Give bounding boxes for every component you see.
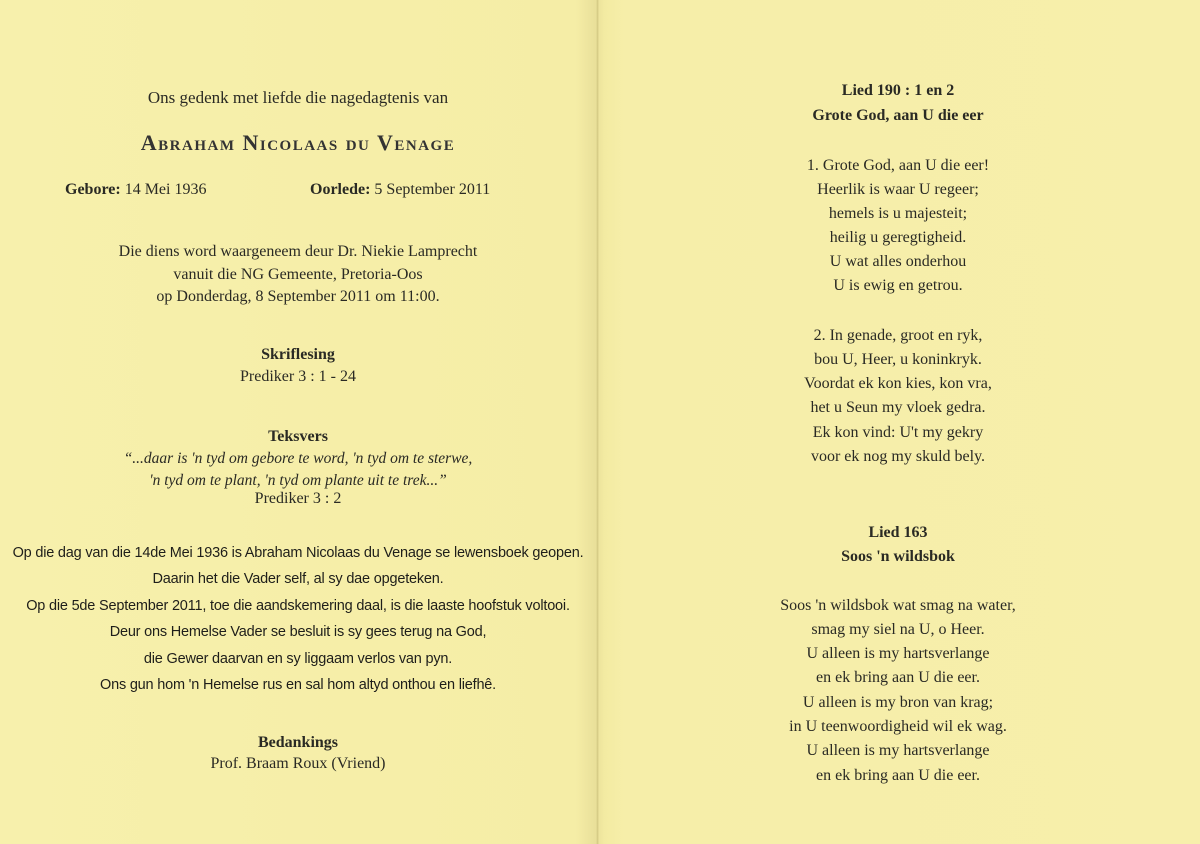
hymn1-verse1-line-4: heilig u geregtigheid. — [829, 229, 967, 246]
died-label: Oorlede: — [310, 181, 371, 198]
tribute-line-6: Ons gun hom 'n Hemelse rus en sal hom altyd onthou en liefhê. — [100, 677, 496, 693]
hymn1-verse1-line-2: Heerlik is waar U regeer; — [817, 181, 979, 198]
hymn2-line-7: U alleen is my hartsverlange — [806, 742, 990, 759]
hymn2-line-1: Soos 'n wildsbok wat smag na water, — [780, 597, 1016, 614]
right-page — [600, 0, 1200, 844]
hymn1-verse2-line-1: 2. In genade, groot en ryk, — [813, 327, 983, 344]
hymn1-verse1-line-6: U is ewig en getrou. — [833, 277, 963, 294]
hymn1-number: Lied 190 : 1 en 2 — [841, 82, 955, 99]
tribute-line-2: Daarin het die Vader self, al sy dae opgeteken. — [152, 571, 444, 587]
text-heading: Teksvers — [268, 428, 328, 445]
died-date — [310, 181, 490, 199]
intro-line: Ons gedenk met liefde die nagedagtenis van — [147, 88, 449, 107]
hymn2-line-5: U alleen is my bron van krag; — [802, 694, 994, 711]
hymn1-verse1-line-1: 1. Grote God, aan U die eer! — [806, 157, 990, 174]
scripture-ref: Prediker 3 : 1 - 24 — [240, 368, 356, 385]
hymn1-verse2-line-2: bou U, Heer, u koninkryk. — [814, 351, 982, 368]
tribute-line-1: Op die dag van die 14de Mei 1936 is Abraham Nicolaas du Venage se lewensboek geopen. — [12, 545, 584, 561]
hymn1-verse1-line-5: U wat alles onderhou — [829, 253, 967, 270]
hymn2-number: Lied 163 — [868, 524, 928, 541]
hymn1-title: Grote God, aan U die eer — [812, 107, 984, 124]
hymn2-line-8: en ek bring aan U die eer. — [816, 767, 980, 784]
left-page — [0, 0, 596, 844]
hymn2-line-6: in U teenwoordigheid wil ek wag. — [789, 718, 1007, 735]
scripture-heading: Skriflesing — [261, 346, 335, 363]
service-line-1: Die diens word waargeneem deur Dr. Niekie Lamprecht — [118, 243, 478, 260]
text-quote-line-1: “...daar is 'n tyd om gebore te word, 'n tyd om te sterwe, — [123, 450, 473, 467]
text-ref: Prediker 3 : 2 — [254, 490, 342, 507]
thanks-name: Prof. Braam Roux (Vriend) — [210, 755, 386, 772]
died-value: 5 September 2011 — [374, 181, 491, 198]
text-quote-line-2: 'n tyd om te plant, 'n tyd om plante uit te trek...” — [149, 472, 447, 489]
deceased-name: Abraham Nicolaas du Venage — [140, 130, 456, 155]
hymn2-line-2: smag my siel na U, o Heer. — [811, 621, 985, 638]
service-line-2: vanuit die NG Gemeente, Pretoria-Oos — [173, 266, 423, 283]
born-date — [65, 181, 206, 199]
hymn1-verse1-line-3: hemels is u majesteit; — [828, 205, 968, 222]
hymn1-verse2-line-5: Ek kon vind: U't my gekry — [812, 424, 984, 441]
hymn2-line-3: U alleen is my hartsverlange — [806, 645, 990, 662]
tribute-line-5: die Gewer daarvan en sy liggaam verlos van pyn. — [143, 651, 453, 667]
born-value: 14 Mei 1936 — [124, 181, 207, 198]
tribute-line-3: Op die 5de September 2011, toe die aandskemering daal, is die laaste hoofstuk voltooi. — [26, 598, 570, 614]
page-fold — [596, 0, 599, 844]
hymn1-verse2-line-3: Voordat ek kon kies, kon vra, — [804, 375, 992, 392]
born-label: Gebore: — [65, 181, 121, 198]
service-line-3: op Donderdag, 8 September 2011 om 11:00. — [156, 288, 440, 305]
hymn2-title: Soos 'n wildsbok — [841, 548, 955, 565]
tribute-line-4: Deur ons Hemelse Vader se besluit is sy gees terug na God, — [109, 624, 487, 640]
hymn1-verse2-line-6: voor ek nog my skuld bely. — [810, 448, 986, 465]
hymn1-verse2-line-4: het u Seun my vloek gedra. — [810, 399, 986, 416]
hymn2-line-4: en ek bring aan U die eer. — [816, 669, 980, 686]
thanks-heading: Bedankings — [257, 734, 339, 751]
